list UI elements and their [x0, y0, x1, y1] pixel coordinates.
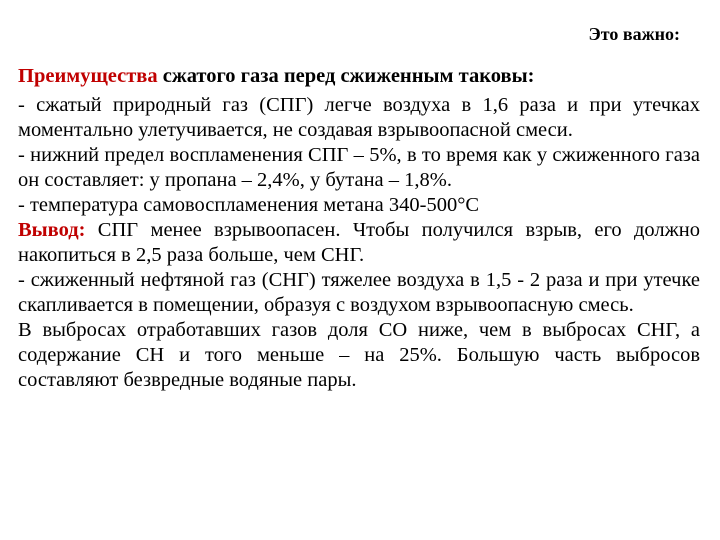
heading-text: сжатого газа перед сжиженным таковы: [157, 65, 535, 87]
heading-highlight: Преимущества [18, 65, 158, 87]
conclusion-label: Вывод: [18, 219, 86, 241]
conclusion-text: СПГ менее взрывоопасен. Чтобы получился взрыв, его должно накопиться в 2,5 раза больше, чем СНГ. [18, 219, 700, 266]
paragraph-ignition-limit: - нижний предел воспламенения СПГ – 5%, в то время как у сжиженного газа он составляет: у пропана – 2,4%, у бутана – 1,8%. [18, 144, 700, 191]
paragraph-conclusion [18, 218, 700, 268]
content [18, 64, 700, 393]
paragraph-lpg-heavier: - сжиженный нефтяной газ (СНГ) тяжелее воздуха в 1,5 - 2 раза и при утечке скапливается в помещении, образуя с воздухом взрывоопасную смесь. [18, 269, 700, 316]
paragraph-emissions: В выбросах отработавших газов доля СО ниже, чем в выбросах СНГ, а содержание СН и того меньше – на 25%. Большую часть выбросов составляют безвредные водяные пары. [18, 319, 700, 391]
heading [18, 64, 700, 89]
paragraph-lighter-than-air: - сжатый природный газ (СПГ) легче воздуха в 1,6 раза и при утечках моментально улетучивается, не создавая взрывоопасной смеси. [18, 94, 700, 141]
paragraph-autoignition: - температура самовоспламенения метана 340-500°С [18, 194, 480, 216]
important-note: Это важно: [588, 24, 680, 44]
